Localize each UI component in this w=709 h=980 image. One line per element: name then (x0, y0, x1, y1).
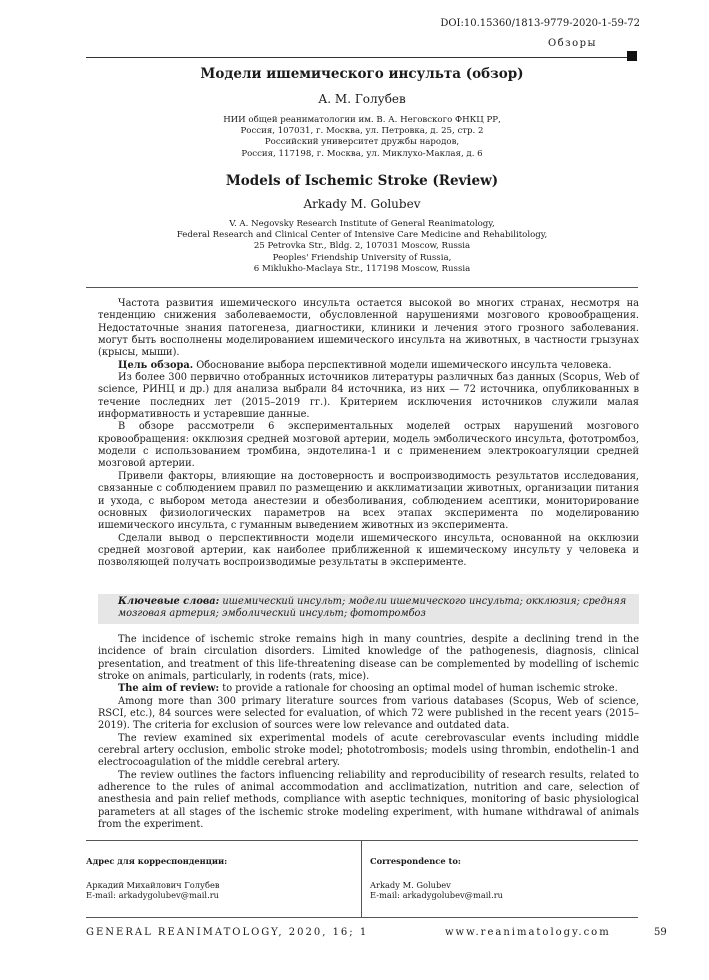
abstract-paragraph (98, 360, 639, 372)
aim-text: Обоснование выбора перспективной модели ишемического инсульта человека. (193, 359, 612, 371)
aim-label: The aim of review: (118, 683, 220, 695)
correspondence-name: Arkady M. Golubev (370, 880, 451, 891)
abstract-en (98, 634, 639, 832)
keywords-box (98, 594, 639, 624)
author-ru: А. М. Голубев (318, 92, 406, 106)
affiliation-line: Federal Research and Clinical Center of Intensive Care Medicine and Rehabilitology, (176, 230, 548, 241)
correspondence-label: Correspondence to: (370, 856, 461, 866)
abstract-paragraph: Из более 300 первично отобранных источников литературы различных баз данных (Scopus, Web of science, РИНЦ и др.) для анализа выбрали 84 источника, из них — 72 источника, опубликованных в течение последних лет (2015–2019 гг.). Критерием исключения источников служили малая информативность и устаревшие данные. (98, 372, 639, 421)
affiliation-line: Peoples' Friendship University of Russia, (272, 252, 452, 263)
journal-footer: GENERAL REANIMATOLOGY, 2020, 16; 1 (86, 927, 369, 938)
abstract-paragraph: В обзоре рассмотрели 6 экспериментальных моделей острых нарушений мозгового кровообращения: окклюзия средней мозговой артерии, модель эмболического инсульта, фототромбоз, модели с использованием тромбина, эндотелина-1 и с применением электрокоагуляции средней мозговой артерии. (98, 421, 639, 470)
correspondence-name: Аркадий Михайлович Голубев (86, 880, 220, 891)
affiliation-line: 6 Miklukho-Maclaya Str., 117198 Moscow, Russia (253, 263, 471, 274)
website-link[interactable]: www.reanimatology.com (445, 927, 611, 938)
affiliation-line: Россия, 107031, г. Москва, ул. Петровка, д. 25, стр. 2 (240, 126, 484, 137)
affiliation-line: Россия, 117198, г. Москва, ул. Миклухо-Маклая, д. 6 (241, 148, 483, 159)
abstract-paragraph: Among more than 300 primary literature sources from various databases (Scopus, Web of science, RSCI, etc.), 84 sources were selected for evaluation, of which 72 were published in the recent years (2015–2019). The criteria for exclusion of sources were low relevance and outdated data. (98, 695, 639, 732)
correspondence-label: Адрес для корреспонденции: (86, 856, 228, 866)
aim-label: Цель обзора. (118, 359, 194, 371)
aim-text: to provide a rationale for choosing an optimal model of human ischemic stroke. (219, 683, 618, 695)
page-number: 59 (654, 927, 667, 938)
abstract-paragraph: The incidence of ischemic stroke remains high in many countries, despite a declining trend in the incidence of brain circulation disorders. Limited knowledge of the pathogenesis, diagnosis, clinical presentation, and treatment of this life-threatening disease can be complemented by modelling of ischemic stroke on animals, particularly, in rodents (rats, mice). (98, 634, 639, 683)
abstract-paragraph: Сделали вывод о перспективности модели ишемического инсульта, основанной на окклюзии средней мозговой артерии, как наиболее приближенной к ишемическому инсульту у человека и позволяющей получать воспроизводимые результаты в эксперименте. (98, 532, 639, 569)
abstract-paragraph: Частота развития ишемического инсульта остается высокой во многих странах, несмотря на тенденцию снижения заболеваемости, обусловленной нарушениями мозгового кровообращения. Недостаточные знания патогенеза, диагностики, клиники и лечения этого грозного заболевания. могут быть восполнены моделированием ишемического инсульта на животных, в частности грызунах (крысы, мыши). (98, 298, 639, 359)
section-marker (627, 51, 637, 61)
abstract-paragraph: The review examined six experimental models of acute cerebrovascular events including middle cerebral artery occlusion, embolic stroke model; phototrombosis; models using thrombin, endothelin-1 and electrocoagulation of the middle cerebral artery. (98, 732, 639, 769)
keywords-label: Ключевые слова: (118, 596, 220, 607)
affiliation-line: V. A. Negovsky Research Institute of General Reanimatology, (229, 219, 495, 229)
affiliation-en (86, 219, 638, 275)
title-en: Models of Ischemic Stroke (Review) (225, 173, 499, 189)
correspondence-email[interactable]: E-mail: arkadygolubev@mail.ru (86, 890, 220, 901)
correspondence-en (370, 841, 635, 917)
section-label: Обзоры (547, 38, 597, 49)
abstract-divider (86, 287, 638, 288)
affiliation-line: 25 Petrovka Str., Bldg. 2, 107031 Moscow, Russia (253, 241, 471, 252)
abstract-ru (98, 298, 639, 570)
header-divider (86, 57, 634, 58)
title-ru: Модели ишемического инсульта (обзор) (200, 66, 524, 82)
affiliation-line: Российский университет дружбы народов, (264, 137, 460, 148)
doi-label: DOI:10.15360/1813-9779-2020-1-59-72 (440, 18, 640, 29)
affiliation-line: НИИ общей реаниматологии им. В. А. Неговского ФНКЦ РР, (223, 115, 501, 125)
correspondence-box (86, 840, 638, 918)
correspondence-ru (86, 841, 362, 917)
author-en: Arkady M. Golubev (303, 197, 421, 211)
keywords-text: ишемический инсульт; модели ишемического инсульта; окклюзия; средняя мозговая артерия; эмболический инсульт; фототромбоз (118, 596, 627, 620)
abstract-paragraph: Привели факторы, влияющие на достоверность и воспроизводимость результатов исследования, связанные с соблюдением правил по размещению и акклиматизации животных, организации питания и ухода, с выбором метода анестезии и обезболивания, соблюдением асептики, мониторирование основных физиологических параметров на всех этапах эксперимента по моделированию ишемического инсульта, с гуманным выведением животных из эксперимента. (98, 470, 639, 532)
affiliation-ru (86, 115, 638, 160)
abstract-paragraph (98, 683, 639, 695)
abstract-paragraph: The review outlines the factors influencing reliability and reproducibility of research results, related to adherence to the rules of animal accommodation and acclimatization, nutrition and care, selection of anesthesia and pain relief methods, compliance with aseptic techniques, monitoring of basic physiological parameters at all stages of the ischemic stroke modeling experiment, with humane withdrawal of animals from the experiment. (98, 769, 639, 831)
correspondence-email[interactable]: E-mail: arkadygolubev@mail.ru (370, 890, 504, 901)
